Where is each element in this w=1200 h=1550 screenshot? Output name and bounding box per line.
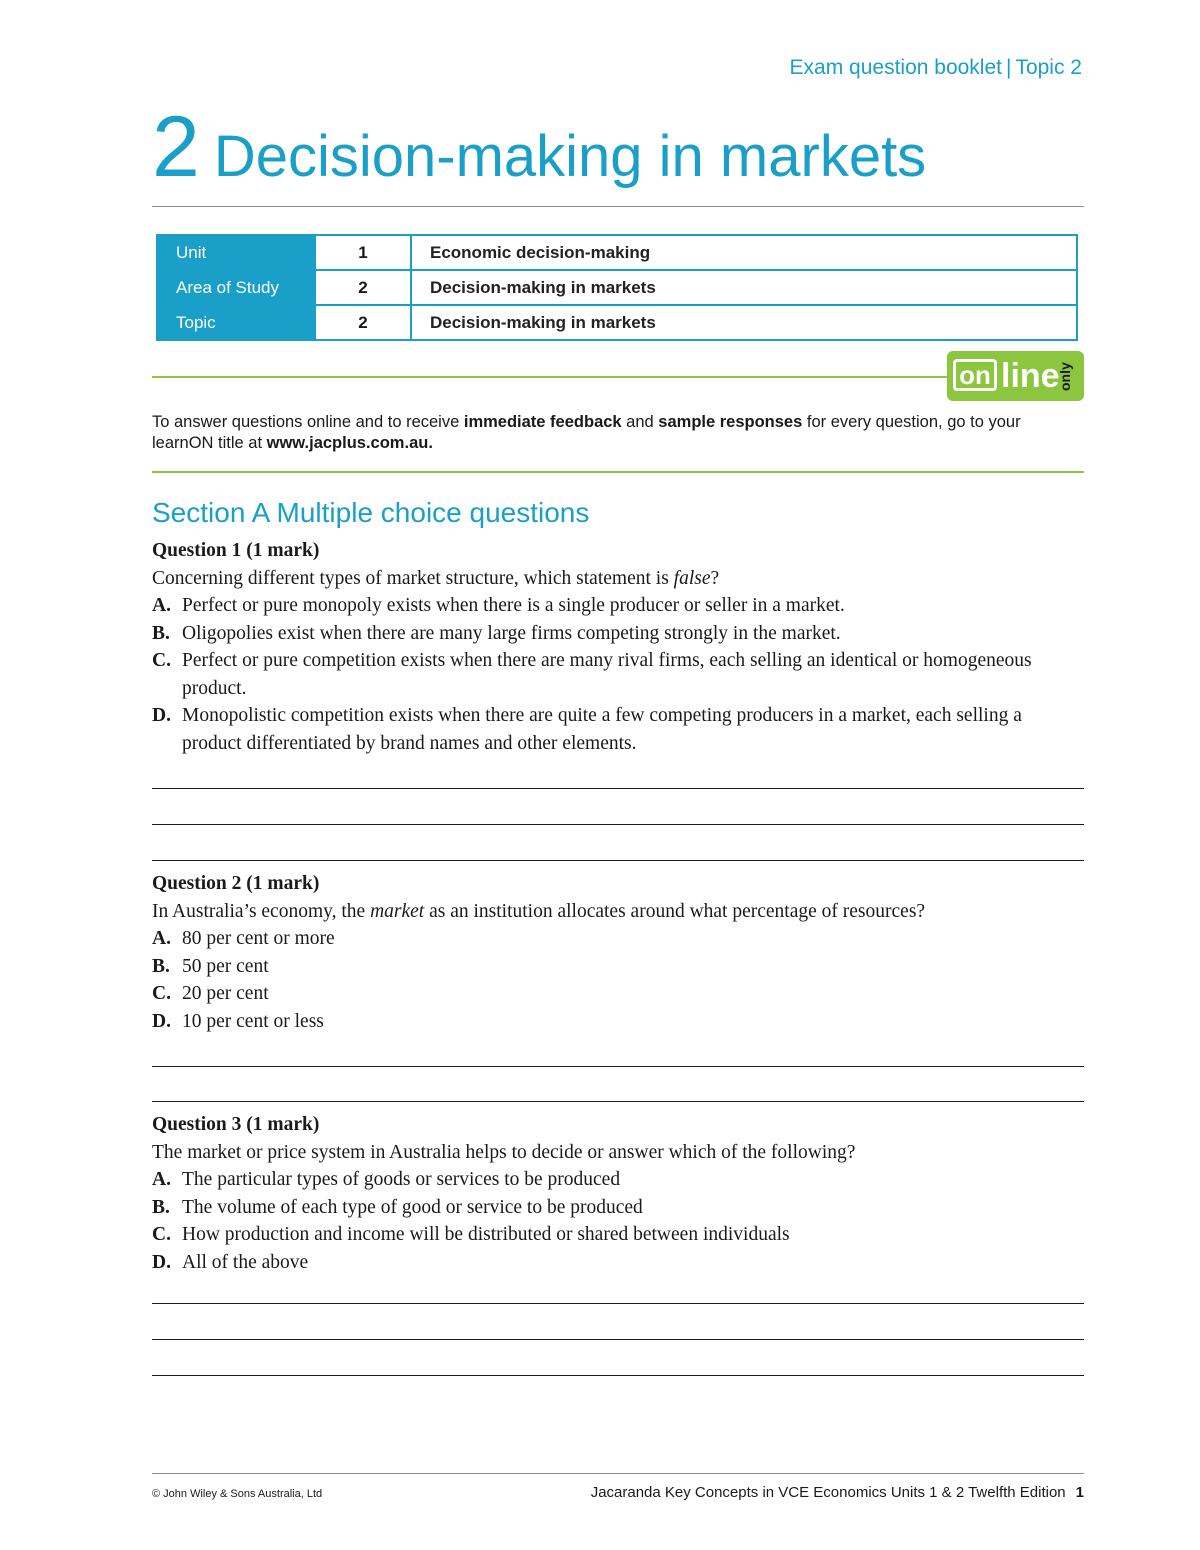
option-d[interactable] (152, 1249, 1084, 1277)
answer-line[interactable] (152, 1066, 1084, 1067)
footer-divider (152, 1473, 1084, 1474)
option-letter: D. (152, 1010, 171, 1032)
topic-title: Decision-making in markets (213, 124, 927, 189)
option-text: 50 per cent (182, 955, 269, 977)
stem-text: In Australia’s economy, the (152, 900, 371, 922)
table-row (157, 305, 1077, 340)
option-b[interactable] (152, 1194, 1084, 1222)
intro-text: To answer questions online and to receive (152, 413, 464, 431)
table-row (157, 270, 1077, 305)
question-label: Question 3 (152, 1114, 242, 1135)
question-label: Question 1 (152, 540, 242, 561)
stem-text: ? (710, 567, 720, 589)
question-heading (152, 870, 1084, 898)
online-only-badge (947, 351, 1084, 401)
badge-line-text: line (1001, 357, 1060, 395)
answer-line[interactable] (152, 1375, 1084, 1376)
answer-line[interactable] (152, 788, 1084, 789)
question-marks: (1 mark) (246, 540, 320, 561)
copyright: © John Wiley & Sons Australia, Ltd (152, 1488, 323, 1500)
stem-text: Concerning different types of market structure, which statement is (152, 567, 674, 589)
row-label: Area of Study (157, 270, 315, 305)
booklet-label: Exam question booklet (789, 56, 1002, 79)
option-b[interactable] (152, 953, 1084, 981)
question-3 (152, 1111, 1084, 1276)
answer-line[interactable] (152, 1339, 1084, 1340)
question-stem (152, 898, 1084, 926)
option-text: Perfect or pure competition exists when there are many rival firms, each selling an identical or homogeneous product. (182, 650, 1032, 699)
option-letter: A. (152, 1169, 171, 1190)
option-text: How production and income will be distributed or shared between individuals (182, 1224, 790, 1245)
row-value: Decision-making in markets (411, 270, 1077, 305)
intro-divider (152, 471, 1084, 473)
answer-line[interactable] (152, 1101, 1084, 1102)
option-text: Perfect or pure monopoly exists when there is a single producer or seller in a market. (182, 595, 845, 616)
row-value: Economic decision-making (411, 235, 1077, 270)
option-letter: C. (152, 983, 171, 1004)
stem-italic: false (673, 567, 711, 589)
topic-label: Topic 2 (1015, 56, 1082, 79)
stem-text: The market or price system in Australia helps to decide or answer which of the following? (152, 1141, 856, 1163)
row-number: 2 (315, 305, 411, 340)
topic-info-table (156, 234, 1078, 341)
badge-only-text: only (1057, 362, 1073, 392)
question-heading (152, 537, 1084, 565)
title-divider (152, 206, 1084, 207)
option-text: All of the above (182, 1251, 309, 1273)
option-text: The volume of each type of good or service to be produced (182, 1196, 643, 1218)
question-label: Question 2 (152, 873, 242, 894)
row-value: Decision-making in markets (411, 305, 1077, 340)
badge-on-text: on (953, 359, 997, 391)
option-letter: B. (152, 955, 170, 977)
option-letter: A. (152, 928, 171, 949)
question-marks: (1 mark) (246, 873, 320, 894)
section-title: Section A Multiple choice questions (152, 497, 590, 528)
footer-book-info (591, 1484, 1084, 1501)
option-a[interactable] (152, 925, 1084, 953)
option-letter: A. (152, 595, 171, 616)
booklet-header (790, 56, 1082, 80)
question-stem (152, 1139, 1084, 1167)
option-a[interactable] (152, 592, 1084, 620)
option-text: 80 per cent or more (182, 928, 335, 949)
stem-text: as an institution allocates around what percentage of resources? (424, 900, 926, 922)
book-title: Jacaranda Key Concepts in VCE Economics Units 1 & 2 Twelfth Edition (590, 1484, 1066, 1501)
question-heading (152, 1111, 1084, 1139)
option-c[interactable] (152, 1221, 1084, 1249)
answer-line[interactable] (152, 824, 1084, 825)
table-row (157, 235, 1077, 270)
question-1 (152, 537, 1084, 757)
option-letter: D. (152, 705, 171, 726)
option-letter: D. (152, 1251, 171, 1273)
option-b[interactable] (152, 620, 1084, 648)
option-text: 20 per cent (182, 983, 269, 1004)
row-label: Topic (157, 305, 315, 340)
answer-line[interactable] (152, 1303, 1084, 1304)
online-instructions (152, 412, 1082, 454)
option-a[interactable] (152, 1166, 1084, 1194)
intro-bold-responses: sample responses (658, 413, 803, 431)
jacplus-link[interactable]: www.jacplus.com.au. (266, 434, 433, 452)
page-number: 1 (1075, 1484, 1084, 1501)
intro-bold-feedback: immediate feedback (463, 413, 622, 431)
answer-line[interactable] (152, 860, 1084, 861)
stem-italic: market (370, 900, 425, 922)
row-label: Unit (157, 235, 315, 270)
option-d[interactable] (152, 702, 1084, 757)
intro-text: for every question, go to your learnON title at (152, 413, 1021, 452)
option-c[interactable] (152, 980, 1084, 1008)
option-letter: C. (152, 1224, 171, 1245)
option-text: 10 per cent or less (182, 1010, 324, 1032)
page-title (152, 98, 926, 197)
question-marks: (1 mark) (246, 1114, 320, 1135)
option-text: The particular types of goods or services to be produced (182, 1169, 621, 1190)
option-text: Monopolistic competition exists when there are quite a few competing producers in a market, each selling a product differentiated by brand names and other elements. (182, 705, 1022, 754)
row-number: 1 (315, 235, 411, 270)
option-d[interactable] (152, 1008, 1084, 1036)
topic-number: 2 (152, 99, 200, 195)
option-letter: B. (152, 1196, 170, 1218)
online-divider (152, 376, 952, 378)
option-c[interactable] (152, 647, 1084, 702)
option-letter: C. (152, 650, 171, 671)
question-2 (152, 870, 1084, 1035)
option-text: Oligopolies exist when there are many large firms competing strongly in the market. (182, 622, 841, 644)
intro-text: and (621, 413, 659, 431)
header-separator: | (1005, 56, 1012, 79)
question-stem (152, 565, 1084, 593)
option-letter: B. (152, 622, 170, 644)
row-number: 2 (315, 270, 411, 305)
